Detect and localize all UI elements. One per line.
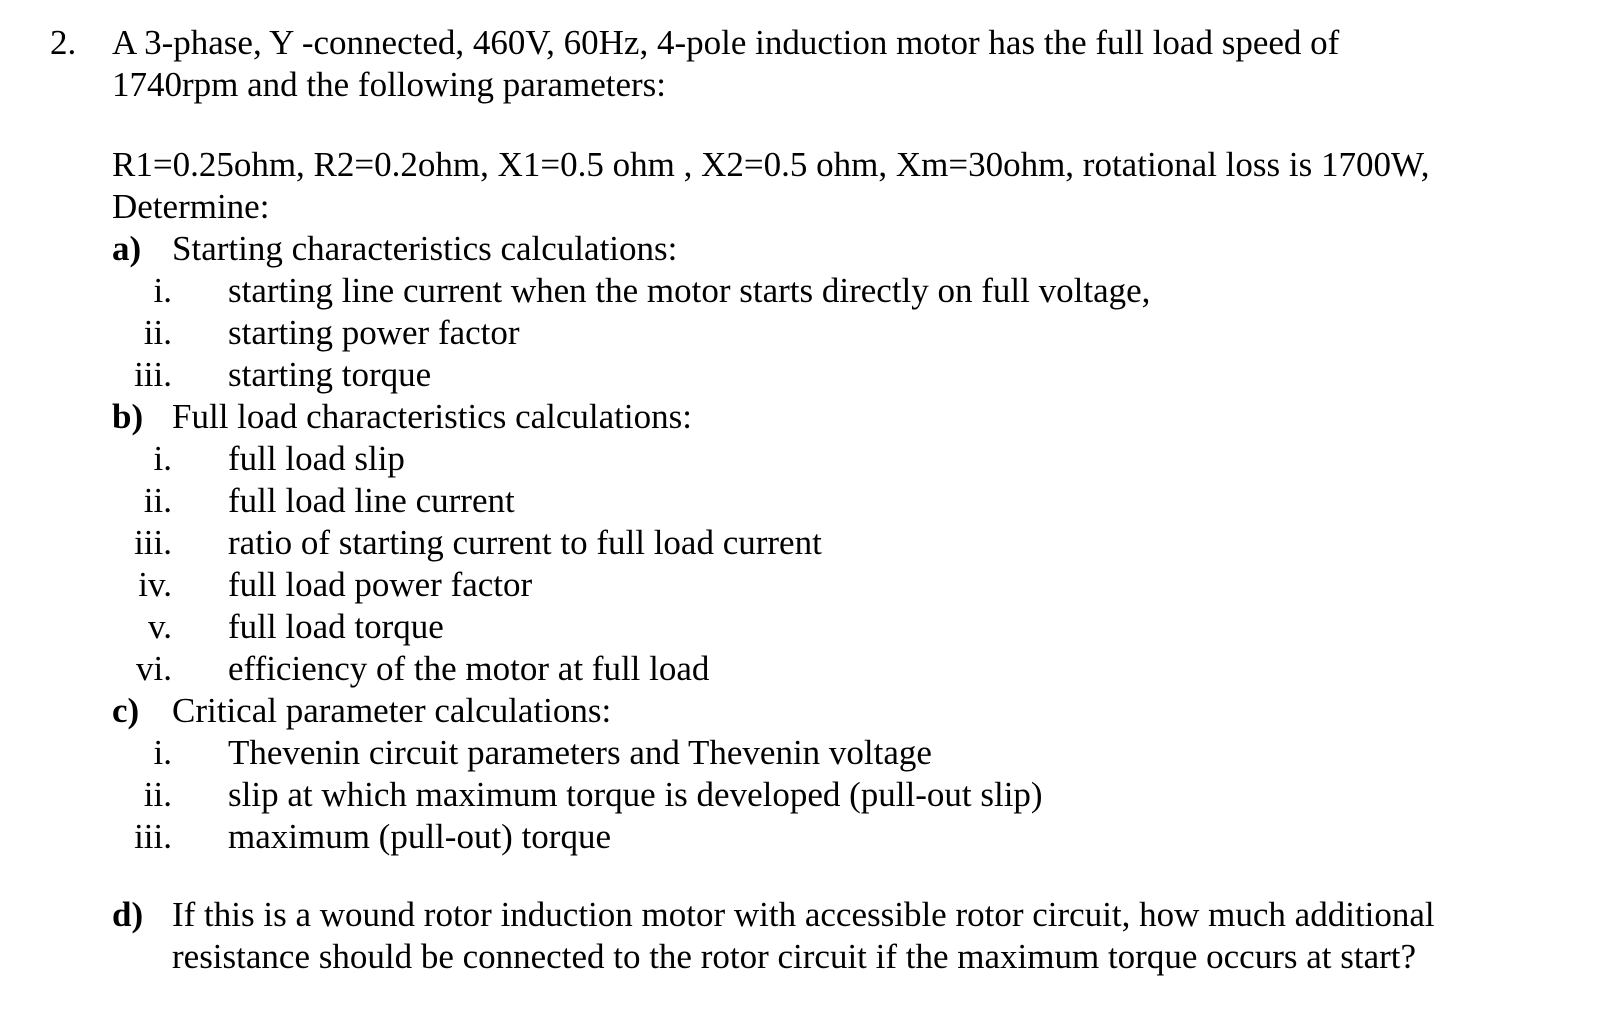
item-text: starting line current when the motor starts directly on full voltage, — [228, 271, 1151, 310]
part-a — [112, 228, 1590, 396]
item-text: full load power factor — [228, 565, 533, 604]
part-b-title: Full load characteristics calculations: — [172, 397, 692, 436]
problem-2 — [50, 22, 1590, 978]
part-d-question: If this is a wound rotor induction motor with accessible rotor circuit, how much additional resistance should be connected to the rotor circuit if the maximum torque occurs at start? — [172, 895, 1435, 976]
item-text: maximum (pull-out) torque — [228, 817, 611, 856]
item-number: iii. — [134, 355, 172, 394]
part-b — [112, 396, 1590, 690]
list-item — [112, 522, 1590, 564]
list-item — [112, 480, 1590, 522]
part-c-header — [112, 690, 1590, 732]
list-item — [112, 312, 1590, 354]
list-item — [112, 270, 1590, 312]
list-item — [112, 438, 1590, 480]
item-text: full load line current — [228, 481, 515, 520]
item-number: ii. — [143, 481, 172, 520]
item-number: ii. — [143, 775, 172, 814]
item-number: i. — [153, 271, 172, 310]
item-text: efficiency of the motor at full load — [228, 649, 710, 688]
part-c-title: Critical parameter calculations: — [172, 691, 612, 730]
part-d — [112, 894, 1590, 978]
part-a-letter: a) — [112, 229, 142, 268]
part-a-header — [112, 228, 1590, 270]
part-d-letter: d) — [112, 895, 144, 934]
item-text: slip at which maximum torque is developed (pull-out slip) — [228, 775, 1043, 814]
given-parameters: R1=0.25ohm, R2=0.2ohm, X1=0.5 ohm , X2=0.5 ohm, Xm=30ohm, rotational loss is 1700W, Determine: — [112, 145, 1430, 226]
item-text: Thevenin circuit parameters and Thevenin voltage — [228, 733, 932, 772]
list-item — [112, 732, 1590, 774]
part-a-title: Starting characteristics calculations: — [172, 229, 678, 268]
item-number: vi. — [136, 649, 172, 688]
part-b-header — [112, 396, 1590, 438]
part-b-letter: b) — [112, 397, 144, 436]
item-number: v. — [148, 607, 172, 646]
list-item — [112, 564, 1590, 606]
item-number: ii. — [143, 313, 172, 352]
item-number: iv. — [138, 565, 172, 604]
item-text: ratio of starting current to full load current — [228, 523, 822, 562]
list-item — [112, 606, 1590, 648]
item-number: iii. — [134, 817, 172, 856]
item-text: full load torque — [228, 607, 444, 646]
problem-header — [50, 22, 1590, 106]
item-number: i. — [153, 733, 172, 772]
item-number: i. — [153, 439, 172, 478]
list-item — [112, 816, 1590, 858]
item-text: starting power factor — [228, 313, 520, 352]
part-c-letter: c) — [112, 691, 140, 730]
problem-statement: A 3-phase, Y -connected, 460V, 60Hz, 4-pole induction motor has the full load speed of 1740rpm and the following parameters: — [112, 23, 1340, 104]
item-text: full load slip — [228, 439, 405, 478]
item-text: starting torque — [228, 355, 432, 394]
problem-number: 2. — [50, 23, 77, 62]
list-item — [112, 774, 1590, 816]
list-item — [112, 648, 1590, 690]
part-c — [112, 690, 1590, 858]
list-item — [112, 354, 1590, 396]
item-number: iii. — [134, 523, 172, 562]
